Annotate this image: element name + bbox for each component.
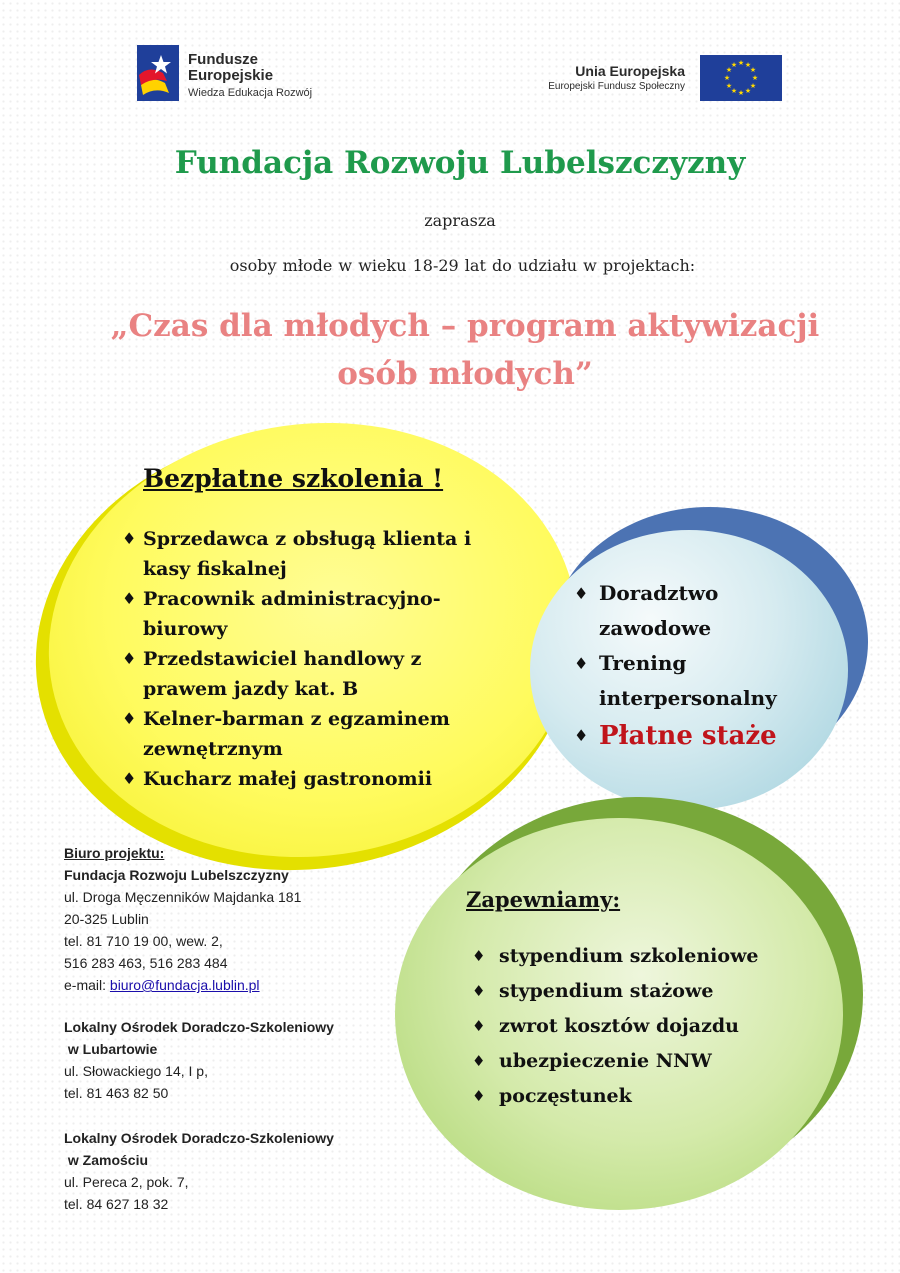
support-item: ♦ Trening interpersonalny — [574, 646, 794, 716]
lubartow-street: ul. Słowackiego 14, I p, — [64, 1063, 208, 1079]
eu-logo-line2: Europejski Fundusz Społeczny — [548, 81, 685, 92]
project-title-line1: „Czas dla młodych – program aktywizacji — [110, 308, 820, 344]
office-email-row — [64, 974, 301, 996]
provide-item: ♦ stypendium szkoleniowe — [472, 939, 812, 974]
svg-text:★: ★ — [725, 66, 733, 74]
invite-text: zaprasza — [424, 211, 496, 230]
svg-text:★: ★ — [749, 82, 757, 90]
lubartow-line2: w Lubartowie — [64, 1041, 158, 1057]
provide-item: ♦ zwrot kosztów dojazdu — [472, 1009, 812, 1044]
zamosc-line1: Lokalny Ośrodek Doradczo-Szkoleniowy — [64, 1130, 334, 1146]
office-mobile: 516 283 463, 516 283 484 — [64, 955, 228, 971]
zamosc-phone: tel. 84 627 18 32 — [64, 1196, 169, 1212]
eu-flag-icon — [700, 55, 782, 101]
provide-item: ♦ stypendium stażowe — [472, 974, 812, 1009]
training-list — [122, 524, 512, 794]
organization-title: Fundacja Rozwoju Lubelszczyzny — [174, 145, 746, 181]
training-item: ♦ Kucharz małej gastronomii — [122, 764, 512, 794]
fe-logo-line1: Fundusze — [188, 51, 258, 68]
lubartow-office-contact — [64, 1016, 334, 1104]
funds-europe-logo-icon — [137, 45, 179, 101]
lubartow-line1: Lokalny Ośrodek Doradczo-Szkoleniowy — [64, 1019, 334, 1035]
eu-logo-line1: Unia Europejska — [575, 63, 685, 79]
svg-text:★: ★ — [737, 89, 745, 97]
provide-list — [472, 939, 812, 1114]
zamosc-line2: w Zamościu — [64, 1152, 149, 1168]
support-list — [574, 576, 794, 756]
fe-logo-line2: Europejskie — [188, 67, 274, 84]
training-item: ♦ Przedstawiciel handlowy z prawem jazdy kat. B — [122, 644, 512, 704]
office-city: 20-325 Lublin — [64, 911, 149, 927]
training-item: ♦ Kelner-barman z egzaminem zewnętrznym — [122, 704, 512, 764]
project-title — [0, 302, 900, 398]
training-heading: Bezpłatne szkolenia ! — [143, 464, 444, 493]
provide-item: ♦ poczęstunek — [472, 1079, 812, 1114]
paid-internship-item: ♦ Płatne staże — [574, 716, 794, 756]
svg-text:★: ★ — [737, 59, 745, 67]
svg-text:★: ★ — [749, 66, 757, 74]
svg-text:★: ★ — [723, 74, 731, 82]
project-office-contact — [64, 842, 301, 996]
office-street: ul. Droga Męczenników Majdanka 181 — [64, 889, 302, 905]
svg-text:★: ★ — [744, 61, 752, 69]
office-heading: Biuro projektu: — [64, 845, 165, 861]
svg-text:★: ★ — [725, 82, 733, 90]
office-phone: tel. 81 710 19 00, wew. 2, — [64, 933, 223, 949]
svg-text:★: ★ — [744, 87, 752, 95]
fe-logo-line3: Wiedza Edukacja Rozwój — [188, 87, 313, 99]
funds-europe-logo-text — [188, 52, 312, 100]
svg-text:★: ★ — [730, 87, 738, 95]
email-label: e-mail: — [64, 977, 110, 993]
training-item: ♦ Pracownik administracyjno-biurowy — [122, 584, 512, 644]
lubartow-phone: tel. 81 463 82 50 — [64, 1085, 169, 1101]
email-link[interactable]: biuro@fundacja.lublin.pl — [109, 977, 260, 993]
office-name: Fundacja Rozwoju Lubelszczyzny — [64, 867, 289, 883]
zamosc-office-contact — [64, 1127, 334, 1215]
svg-text:★: ★ — [730, 61, 738, 69]
training-item: ♦ Sprzedawca z obsługą klienta i kasy fiskalnej — [122, 524, 512, 584]
audience-text: osoby młode w wieku 18-29 lat do udziału w projektach: — [229, 256, 696, 275]
eu-logo-text — [490, 63, 685, 94]
provide-item: ♦ ubezpieczenie NNW — [472, 1044, 812, 1079]
support-item: ♦ Doradztwo zawodowe — [574, 576, 794, 646]
project-title-line2: osób młodych” — [337, 356, 593, 392]
provide-heading: Zapewniamy: — [466, 887, 621, 912]
zamosc-street: ul. Pereca 2, pok. 7, — [64, 1174, 189, 1190]
svg-text:★: ★ — [751, 74, 759, 82]
